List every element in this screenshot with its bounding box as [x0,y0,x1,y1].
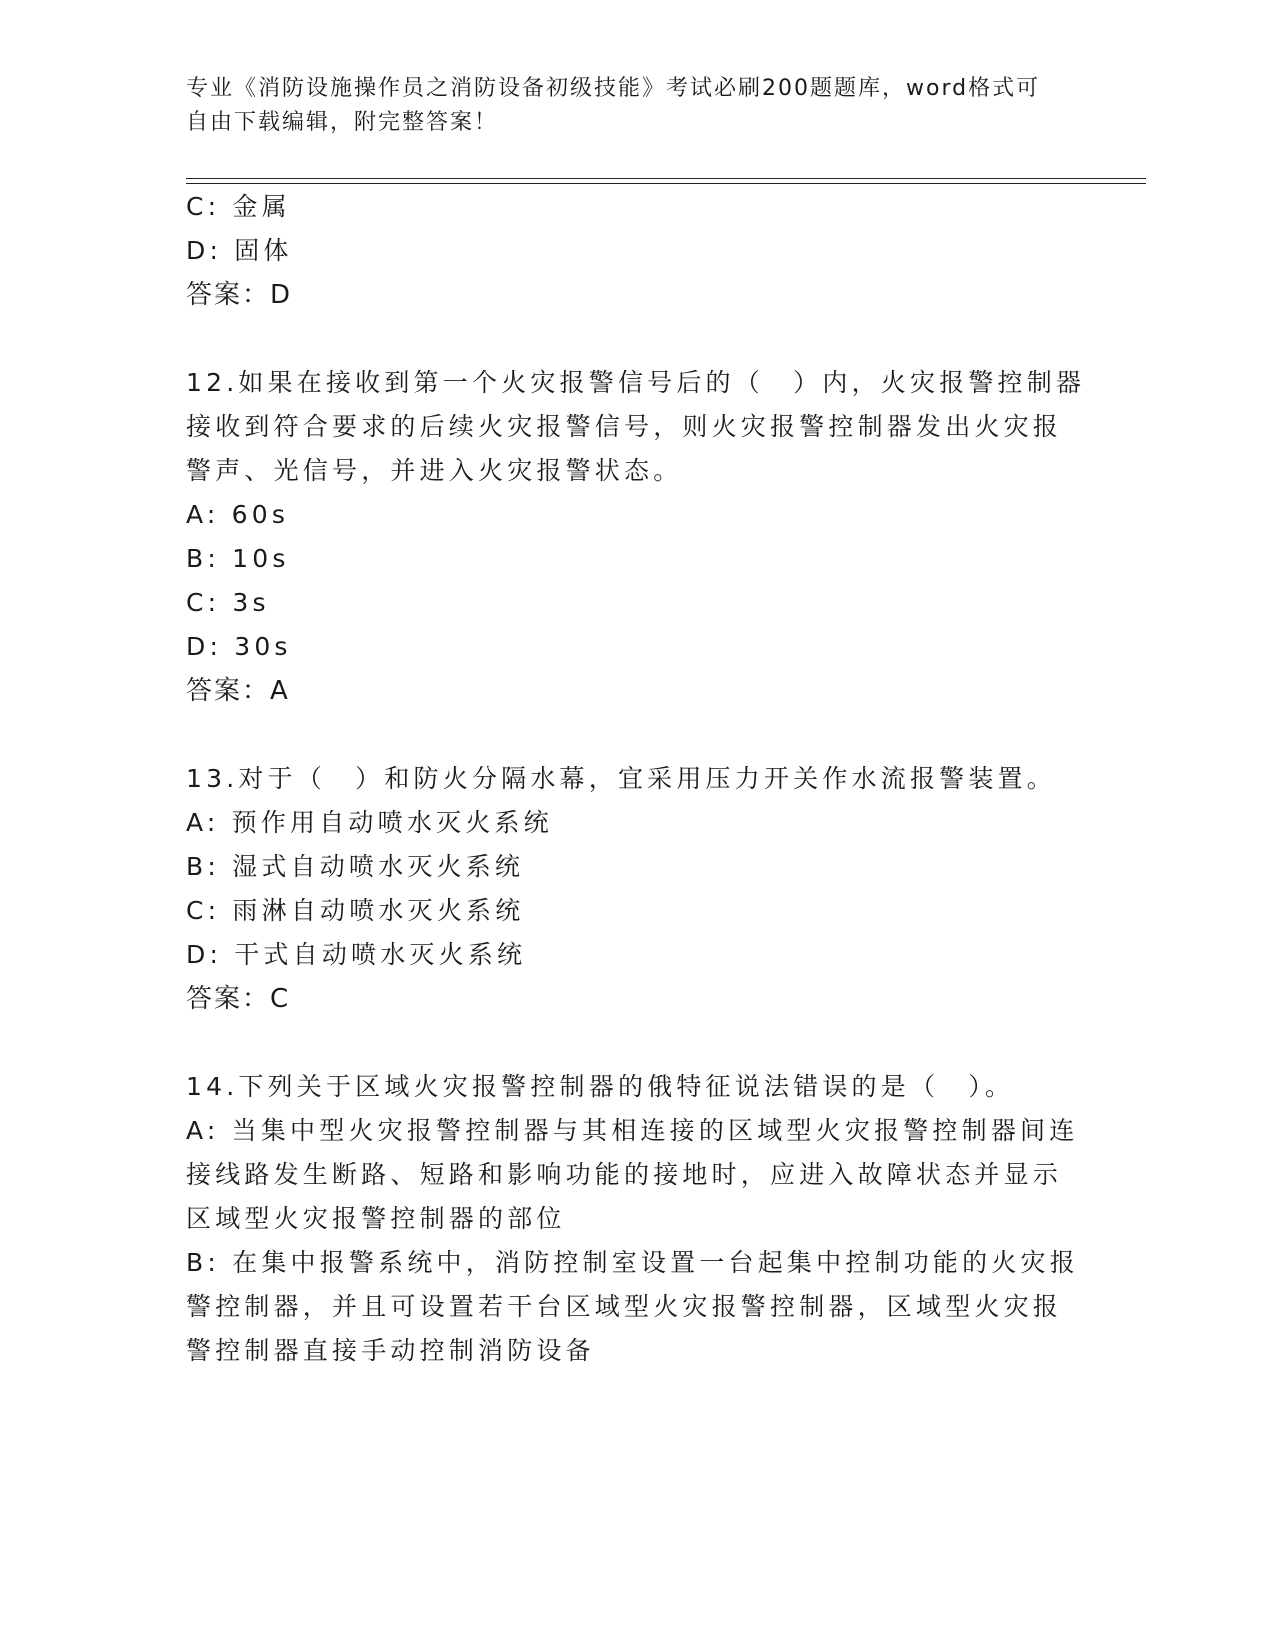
q13-option-a: A: 预作用自动喷水灭火系统 [186,808,553,837]
q12-option-b: B: 10s [186,544,290,573]
q11-answer: 答案：D [186,280,293,310]
q12-stem-line-1: 12.如果在接收到第一个火灾报警信号后的（ ）内，火灾报警控制器 [186,368,1086,397]
q14-option-a-line-1: A: 当集中型火灾报警控制器与其相连接的区域型火灾报警控制器间连 [186,1116,1079,1145]
q14-stem: 14.下列关于区域火灾报警控制器的俄特征说法错误的是（ ）。 [186,1072,1015,1101]
q14-option-b-line-2: 警控制器，并且可设置若干台区域型火灾报警控制器，区域型火灾报 [186,1292,1063,1321]
q13-answer: 答案：C [186,984,291,1014]
q13-option-c: C: 雨淋自动喷水灭火系统 [186,896,525,925]
q12-stem-line-3: 警声、光信号，并进入火灾报警状态。 [186,456,683,485]
q14-option-b-line-1: B: 在集中报警系统中，消防控制室设置一台起集中控制功能的火灾报 [186,1248,1079,1277]
q14-option-a-line-3: 区域型火灾报警控制器的部位 [186,1204,566,1233]
q13-option-d: D: 干式自动喷水灭火系统 [186,940,527,969]
q11-option-d: D: 固体 [186,236,293,265]
q12-option-d: D: 30s [186,632,292,661]
q14-option-b-line-3: 警控制器直接手动控制消防设备 [186,1336,595,1365]
q12-stem-line-2: 接收到符合要求的后续火灾报警信号，则火灾报警控制器发出火灾报 [186,412,1063,441]
q13-option-b: B: 湿式自动喷水灭火系统 [186,852,525,881]
q11-option-c: C: 金属 [186,192,291,221]
q12-option-c: C: 3s [186,588,270,617]
q12-option-a: A: 60s [186,500,290,529]
header-rule-top [186,178,1146,179]
q14-option-a-line-2: 接线路发生断路、短路和影响功能的接地时，应进入故障状态并显示 [186,1160,1063,1189]
q13-stem: 13.对于（ ）和防火分隔水幕，宜采用压力开关作水流报警装置。 [186,764,1056,793]
page-header: 专业《消防设施操作员之消防设备初级技能》考试必刷200题题库，word格式可 自由下载编辑，附完整答案！ [186,76,1041,135]
q12-answer: 答案：A [186,676,290,706]
header-rule-bottom [186,183,1146,184]
